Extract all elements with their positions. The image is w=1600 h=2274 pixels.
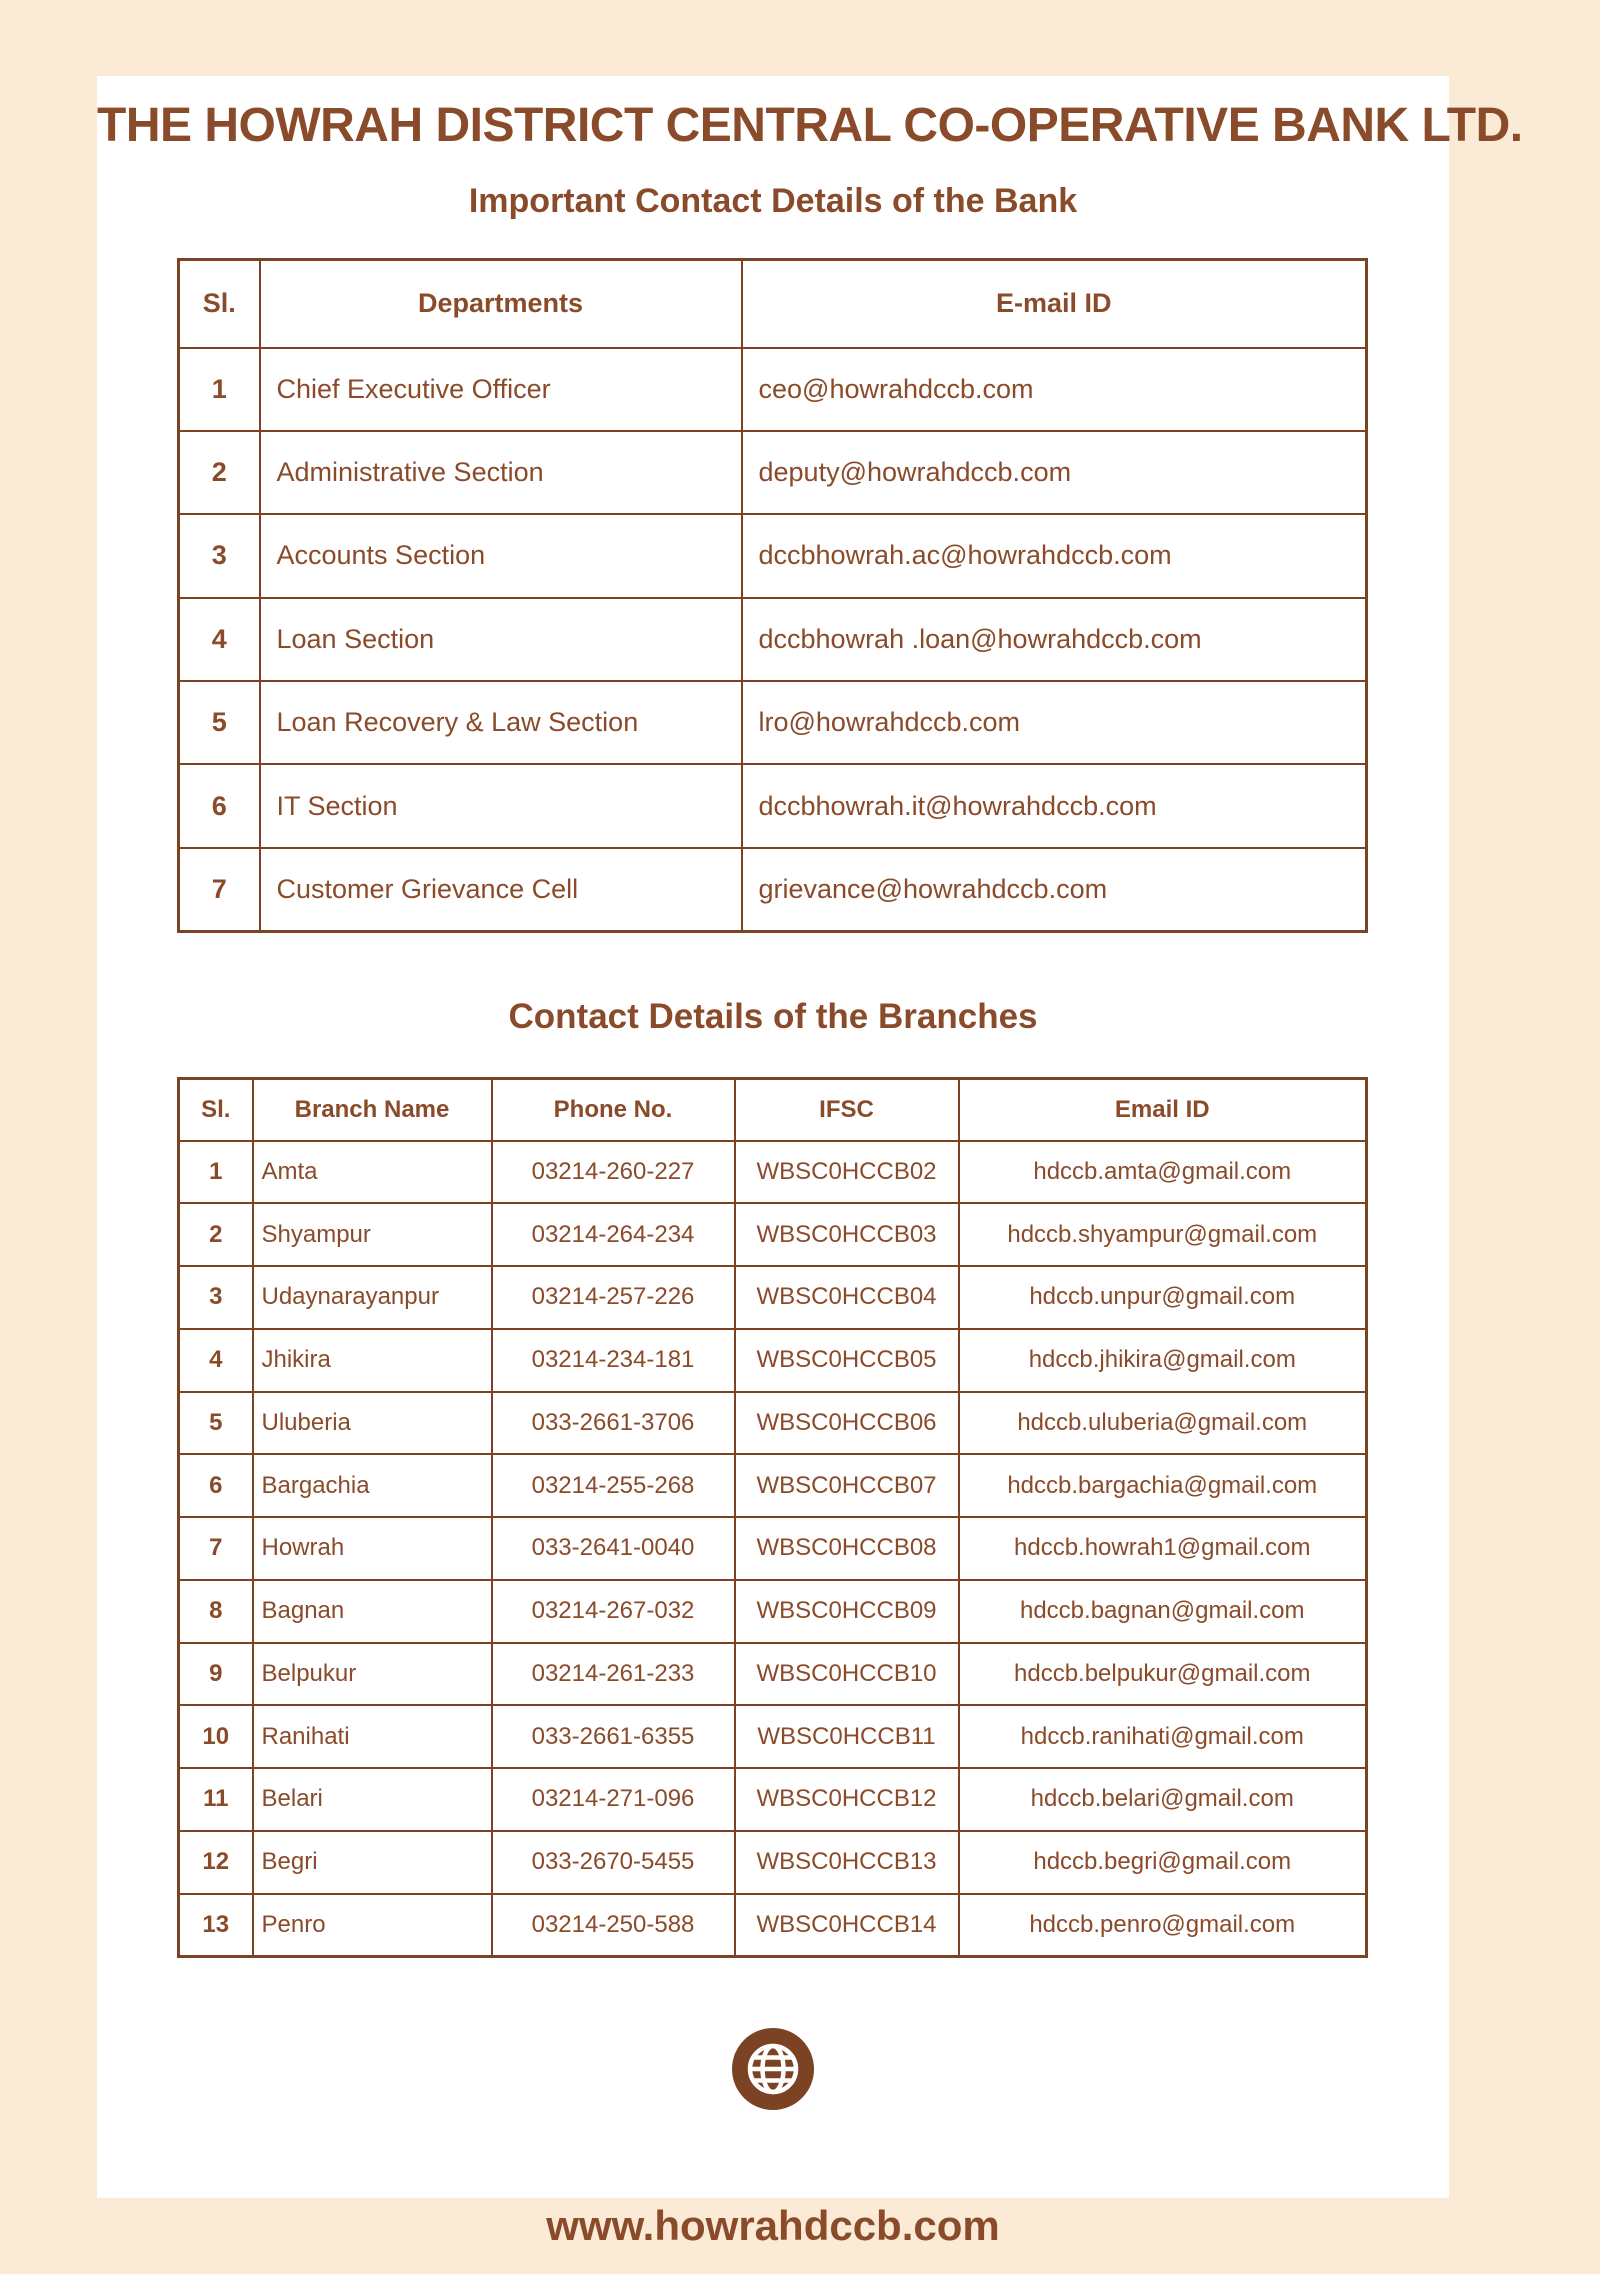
table-row <box>179 764 1367 847</box>
branch-phone: 03214-260-227 <box>492 1141 735 1204</box>
department-email: ceo@howrahdccb.com <box>742 348 1367 431</box>
branch-sl: 8 <box>179 1580 253 1643</box>
branch-email: hdccb.jhikira@gmail.com <box>959 1329 1367 1392</box>
table-row <box>179 1454 1367 1517</box>
department-email: dccbhowrah.ac@howrahdccb.com <box>742 514 1367 597</box>
branch-email: hdccb.amta@gmail.com <box>959 1141 1367 1204</box>
branch-name: Ranihati <box>253 1705 492 1768</box>
table-row <box>179 1894 1367 1957</box>
branch-sl: 9 <box>179 1643 253 1706</box>
table-row <box>179 681 1367 764</box>
branch-sl: 11 <box>179 1768 253 1831</box>
branch-phone: 03214-271-096 <box>492 1768 735 1831</box>
branch-sl: 13 <box>179 1894 253 1957</box>
table-row <box>179 1831 1367 1894</box>
branch-phone: 03214-257-226 <box>492 1266 735 1329</box>
branch-email: hdccb.shyampur@gmail.com <box>959 1203 1367 1266</box>
branch-sl: 10 <box>179 1705 253 1768</box>
website-url: www.howrahdccb.com <box>546 2202 1000 2249</box>
department-email: dccbhowrah.it@howrahdccb.com <box>742 764 1367 847</box>
branch-email: hdccb.bagnan@gmail.com <box>959 1580 1367 1643</box>
branch-ifsc: WBSC0HCCB09 <box>735 1580 959 1643</box>
branch-phone: 03214-250-588 <box>492 1894 735 1957</box>
branch-name: Shyampur <box>253 1203 492 1266</box>
branches-section-heading: Contact Details of the Branches <box>508 997 1038 1036</box>
departments-section-heading: Important Contact Details of the Bank <box>468 182 1078 220</box>
branch-name: Howrah <box>253 1517 492 1580</box>
department-sl: 2 <box>179 431 260 514</box>
department-sl: 5 <box>179 681 260 764</box>
branch-name: Begri <box>253 1831 492 1894</box>
branches-table <box>177 1077 1368 1958</box>
branch-email: hdccb.begri@gmail.com <box>959 1831 1367 1894</box>
branch-ifsc: WBSC0HCCB06 <box>735 1392 959 1455</box>
branch-ifsc: WBSC0HCCB03 <box>735 1203 959 1266</box>
department-name: Loan Recovery & Law Section <box>260 681 742 764</box>
department-email: grievance@howrahdccb.com <box>742 848 1367 931</box>
branch-ifsc: WBSC0HCCB14 <box>735 1894 959 1957</box>
branches-header-ifsc: IFSC <box>735 1079 959 1141</box>
department-name: Loan Section <box>260 598 742 681</box>
branch-name: Jhikira <box>253 1329 492 1392</box>
bank-title: THE HOWRAH DISTRICT CENTRAL CO-OPERATIVE BANK LTD. <box>97 99 1523 152</box>
branch-name: Belpukur <box>253 1643 492 1706</box>
globe-icon <box>732 2028 814 2110</box>
branch-phone: 03214-267-032 <box>492 1580 735 1643</box>
department-sl: 3 <box>179 514 260 597</box>
table-row <box>179 514 1367 597</box>
branch-email: hdccb.uluberia@gmail.com <box>959 1392 1367 1455</box>
table-row <box>179 1580 1367 1643</box>
department-name: IT Section <box>260 764 742 847</box>
branch-ifsc: WBSC0HCCB11 <box>735 1705 959 1768</box>
branches-header-phone: Phone No. <box>492 1079 735 1141</box>
branch-ifsc: WBSC0HCCB04 <box>735 1266 959 1329</box>
branch-sl: 3 <box>179 1266 253 1329</box>
branch-phone: 03214-261-233 <box>492 1643 735 1706</box>
branch-sl: 12 <box>179 1831 253 1894</box>
branches-header-sl: Sl. <box>179 1079 253 1141</box>
branch-name: Amta <box>253 1141 492 1204</box>
departments-table <box>177 258 1368 933</box>
branch-sl: 2 <box>179 1203 253 1266</box>
branch-ifsc: WBSC0HCCB02 <box>735 1141 959 1204</box>
department-sl: 6 <box>179 764 260 847</box>
branch-phone: 033-2661-6355 <box>492 1705 735 1768</box>
table-row <box>179 1643 1367 1706</box>
branches-header-name: Branch Name <box>253 1079 492 1141</box>
branch-ifsc: WBSC0HCCB07 <box>735 1454 959 1517</box>
table-row <box>179 1141 1367 1204</box>
branch-ifsc: WBSC0HCCB12 <box>735 1768 959 1831</box>
departments-header-sl: Sl. <box>179 260 260 348</box>
branch-email: hdccb.howrah1@gmail.com <box>959 1517 1367 1580</box>
table-row <box>179 348 1367 431</box>
branch-phone: 03214-255-268 <box>492 1454 735 1517</box>
department-email: lro@howrahdccb.com <box>742 681 1367 764</box>
branch-sl: 7 <box>179 1517 253 1580</box>
departments-header-email: E-mail ID <box>742 260 1367 348</box>
branch-ifsc: WBSC0HCCB08 <box>735 1517 959 1580</box>
branch-sl: 5 <box>179 1392 253 1455</box>
branch-phone: 033-2641-0040 <box>492 1517 735 1580</box>
table-row <box>179 1768 1367 1831</box>
branches-table-header-row <box>179 1079 1367 1141</box>
department-name: Customer Grievance Cell <box>260 848 742 931</box>
branch-email: hdccb.bargachia@gmail.com <box>959 1454 1367 1517</box>
branch-phone: 03214-264-234 <box>492 1203 735 1266</box>
branch-sl: 1 <box>179 1141 253 1204</box>
departments-header-name: Departments <box>260 260 742 348</box>
table-row <box>179 1517 1367 1580</box>
branch-ifsc: WBSC0HCCB13 <box>735 1831 959 1894</box>
branches-header-email: Email ID <box>959 1079 1367 1141</box>
department-email: dccbhowrah .loan@howrahdccb.com <box>742 598 1367 681</box>
branch-name: Belari <box>253 1768 492 1831</box>
branch-email: hdccb.ranihati@gmail.com <box>959 1705 1367 1768</box>
branch-name: Penro <box>253 1894 492 1957</box>
branch-ifsc: WBSC0HCCB10 <box>735 1643 959 1706</box>
department-sl: 4 <box>179 598 260 681</box>
table-row <box>179 1329 1367 1392</box>
branch-name: Bargachia <box>253 1454 492 1517</box>
table-row <box>179 848 1367 931</box>
table-row <box>179 598 1367 681</box>
branch-email: hdccb.belari@gmail.com <box>959 1768 1367 1831</box>
branch-name: Udaynarayanpur <box>253 1266 492 1329</box>
branch-sl: 6 <box>179 1454 253 1517</box>
table-row <box>179 1705 1367 1768</box>
departments-table-header-row <box>179 260 1367 348</box>
department-sl: 1 <box>179 348 260 431</box>
table-row <box>179 431 1367 514</box>
branch-email: hdccb.unpur@gmail.com <box>959 1266 1367 1329</box>
branch-phone: 03214-234-181 <box>492 1329 735 1392</box>
branch-phone: 033-2661-3706 <box>492 1392 735 1455</box>
branch-name: Bagnan <box>253 1580 492 1643</box>
table-row <box>179 1203 1367 1266</box>
department-name: Accounts Section <box>260 514 742 597</box>
department-name: Administrative Section <box>260 431 742 514</box>
document-card <box>97 76 1523 2249</box>
branch-email: hdccb.penro@gmail.com <box>959 1894 1367 1957</box>
department-email: deputy@howrahdccb.com <box>742 431 1367 514</box>
branch-phone: 033-2670-5455 <box>492 1831 735 1894</box>
branch-name: Uluberia <box>253 1392 492 1455</box>
branch-email: hdccb.belpukur@gmail.com <box>959 1643 1367 1706</box>
branch-ifsc: WBSC0HCCB05 <box>735 1329 959 1392</box>
branch-sl: 4 <box>179 1329 253 1392</box>
table-row <box>179 1392 1367 1455</box>
table-row <box>179 1266 1367 1329</box>
department-name: Chief Executive Officer <box>260 348 742 431</box>
department-sl: 7 <box>179 848 260 931</box>
